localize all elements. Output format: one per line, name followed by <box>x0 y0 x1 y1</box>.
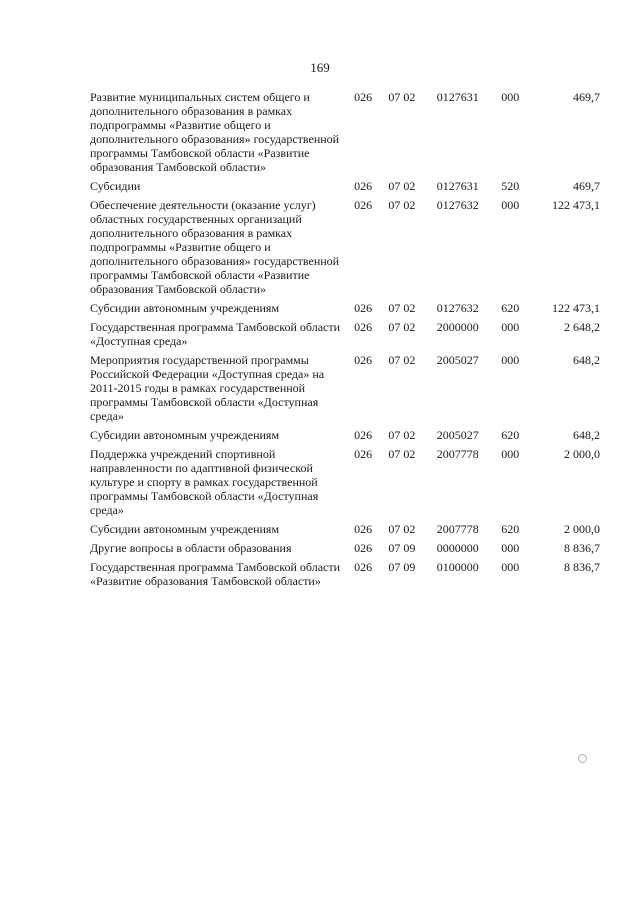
row-target-article: 0100000 <box>436 560 479 574</box>
row-expense-type: 620 <box>501 301 520 315</box>
row-section-code: 07 02 <box>388 447 416 461</box>
table-row <box>90 320 600 353</box>
table-row <box>90 541 600 560</box>
row-name: Поддержка учреждений спортивной направленности по адаптивной физической культуре и спорту в рамках государственной программы Тамбовской области «Доступная среда» <box>90 447 319 517</box>
row-dept-code: 026 <box>354 541 373 555</box>
row-target-article: 0000000 <box>436 541 479 555</box>
row-dept-code: 026 <box>354 353 373 367</box>
row-section-code: 07 09 <box>388 560 416 574</box>
row-sum: 648,2 <box>573 353 600 367</box>
row-section-code: 07 02 <box>388 179 416 193</box>
scan-mark <box>578 754 587 763</box>
row-expense-type: 620 <box>501 428 520 442</box>
table-row <box>90 90 600 179</box>
row-expense-type: 520 <box>501 179 520 193</box>
row-target-article: 0127632 <box>436 198 479 212</box>
row-sum: 122 473,1 <box>552 198 600 212</box>
row-name: Другие вопросы в области образования <box>90 541 292 555</box>
table-row <box>90 301 600 320</box>
row-name: Субсидии автономным учреждениям <box>90 301 280 315</box>
table-row <box>90 198 600 301</box>
row-sum: 2 648,2 <box>564 320 600 334</box>
row-dept-code: 026 <box>354 198 373 212</box>
table-row <box>90 447 600 522</box>
table-row <box>90 428 600 447</box>
row-dept-code: 026 <box>354 301 373 315</box>
row-name: Государственная программа Тамбовской области «Доступная среда» <box>90 320 341 348</box>
row-expense-type: 620 <box>501 522 520 536</box>
row-expense-type: 000 <box>501 447 520 461</box>
table-row <box>90 179 600 198</box>
row-expense-type: 000 <box>501 90 520 104</box>
row-expense-type: 000 <box>501 353 520 367</box>
row-sum: 2 000,0 <box>564 522 600 536</box>
row-name: Субсидии автономным учреждениям <box>90 522 280 536</box>
row-name: Субсидии <box>90 179 141 193</box>
row-section-code: 07 02 <box>388 320 416 334</box>
row-sum: 122 473,1 <box>552 301 600 315</box>
row-dept-code: 026 <box>354 560 373 574</box>
row-section-code: 07 02 <box>388 522 416 536</box>
row-expense-type: 000 <box>501 320 520 334</box>
row-dept-code: 026 <box>354 447 373 461</box>
row-target-article: 0127631 <box>436 90 479 104</box>
row-section-code: 07 02 <box>388 301 416 315</box>
row-dept-code: 026 <box>354 320 373 334</box>
row-sum: 469,7 <box>573 90 600 104</box>
row-target-article: 0127632 <box>436 301 479 315</box>
row-section-code: 07 09 <box>388 541 416 555</box>
row-target-article: 2005027 <box>436 428 479 442</box>
row-sum: 648,2 <box>573 428 600 442</box>
row-dept-code: 026 <box>354 90 373 104</box>
row-name: Развитие муниципальных систем общего и дополнительного образования в рамках подпрограммы «Развитие общего и дополнительного образования» государственной программы Тамбовской области «Развитие образования Тамбовской области» <box>90 90 340 174</box>
row-target-article: 2007778 <box>436 522 479 536</box>
row-section-code: 07 02 <box>388 428 416 442</box>
row-target-article: 2005027 <box>436 353 479 367</box>
row-sum: 2 000,0 <box>564 447 600 461</box>
row-target-article: 2007778 <box>436 447 479 461</box>
row-name: Государственная программа Тамбовской области «Развитие образования Тамбовской области» <box>90 560 341 588</box>
row-expense-type: 000 <box>501 560 520 574</box>
row-target-article: 2000000 <box>436 320 479 334</box>
row-sum: 8 836,7 <box>564 560 600 574</box>
row-expense-type: 000 <box>501 198 520 212</box>
row-section-code: 07 02 <box>388 353 416 367</box>
budget-table <box>90 90 600 593</box>
table-row <box>90 353 600 428</box>
row-target-article: 0127631 <box>436 179 479 193</box>
row-name: Субсидии автономным учреждениям <box>90 428 280 442</box>
page-number: 169 <box>310 60 330 75</box>
row-section-code: 07 02 <box>388 198 416 212</box>
row-sum: 469,7 <box>573 179 600 193</box>
row-expense-type: 000 <box>501 541 520 555</box>
budget-table-body <box>90 90 600 593</box>
row-section-code: 07 02 <box>388 90 416 104</box>
table-row <box>90 560 600 593</box>
row-sum: 8 836,7 <box>564 541 600 555</box>
table-row <box>90 522 600 541</box>
row-dept-code: 026 <box>354 522 373 536</box>
row-dept-code: 026 <box>354 179 373 193</box>
row-name: Обеспечение деятельности (оказание услуг) областных государственных организаций дополнительного образования в рамках подпрограммы «Развитие общего и дополнительного образования» государственной программы Тамбовской области «Развитие образования Тамбовской области» <box>90 198 340 296</box>
row-dept-code: 026 <box>354 428 373 442</box>
row-name: Мероприятия государственной программы Российской Федерации «Доступная среда» на 2011-2015 годы в рамках государственной программы Тамбовской области «Доступная среда» <box>90 353 325 423</box>
